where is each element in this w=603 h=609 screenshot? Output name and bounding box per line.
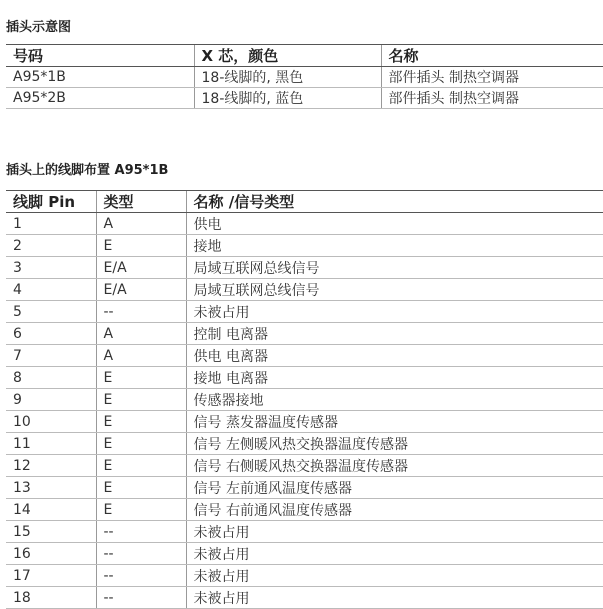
table-row	[6, 411, 603, 433]
pin-number: 6	[6, 323, 96, 345]
column-header: 号码	[6, 45, 194, 67]
table-row	[6, 67, 603, 88]
table-row	[6, 587, 603, 609]
pin-type: A	[96, 323, 186, 345]
pin-type: E	[96, 499, 186, 521]
pin-number: 5	[6, 301, 96, 323]
connector-table	[6, 44, 603, 109]
pin-type: E	[96, 433, 186, 455]
connector-table-header	[6, 45, 603, 67]
pin-number: 9	[6, 389, 96, 411]
table-row	[6, 213, 603, 235]
pin-number: 4	[6, 279, 96, 301]
table-row	[6, 301, 603, 323]
pin-signal-name: 供电 电离器	[186, 345, 603, 367]
table-row	[6, 565, 603, 587]
pin-number: 14	[6, 499, 96, 521]
pin-signal-name: 接地 电离器	[186, 367, 603, 389]
pin-number: 13	[6, 477, 96, 499]
table-row	[6, 235, 603, 257]
pin-table-header	[6, 191, 603, 213]
pin-signal-name: 信号 右侧暖风热交换器温度传感器	[186, 455, 603, 477]
pin-number: 12	[6, 455, 96, 477]
pin-signal-name: 传感器接地	[186, 389, 603, 411]
column-header: 类型	[96, 191, 186, 213]
table-row	[6, 477, 603, 499]
pin-signal-name: 局域互联网总线信号	[186, 257, 603, 279]
pin-number: 3	[6, 257, 96, 279]
pin-type: --	[96, 543, 186, 565]
pin-type: E	[96, 367, 186, 389]
pin-type: --	[96, 521, 186, 543]
pin-number: 18	[6, 587, 96, 609]
pin-number: 2	[6, 235, 96, 257]
pin-type: E	[96, 455, 186, 477]
pin-signal-name: 控制 电离器	[186, 323, 603, 345]
pin-signal-name: 供电	[186, 213, 603, 235]
pin-type: E	[96, 477, 186, 499]
pin-assignment-table	[6, 190, 603, 609]
column-header: 线脚 Pin	[6, 191, 96, 213]
pin-signal-name: 信号 右前通风温度传感器	[186, 499, 603, 521]
connector-name: 部件插头 制热空调器	[381, 67, 603, 88]
table-row	[6, 433, 603, 455]
pin-number: 10	[6, 411, 96, 433]
table-row	[6, 323, 603, 345]
table-row	[6, 345, 603, 367]
table-row	[6, 521, 603, 543]
pin-signal-name: 信号 蒸发器温度传感器	[186, 411, 603, 433]
pin-signal-name: 信号 左侧暖风热交换器温度传感器	[186, 433, 603, 455]
column-header: 名称	[381, 45, 603, 67]
pin-number: 16	[6, 543, 96, 565]
pin-signal-name: 未被占用	[186, 543, 603, 565]
pin-signal-name: 未被占用	[186, 587, 603, 609]
connector-number: A95*2B	[6, 88, 194, 109]
table-row	[6, 257, 603, 279]
pin-signal-name: 接地	[186, 235, 603, 257]
pin-type: E	[96, 411, 186, 433]
pin-signal-name: 信号 左前通风温度传感器	[186, 477, 603, 499]
pin-number: 11	[6, 433, 96, 455]
pin-number: 15	[6, 521, 96, 543]
section-heading-connector-diagram: 插头示意图	[6, 20, 72, 35]
pin-type: E/A	[96, 257, 186, 279]
column-header: 名称 /信号类型	[186, 191, 603, 213]
pin-type: E	[96, 235, 186, 257]
pin-number: 8	[6, 367, 96, 389]
connector-pins-color: 18-线脚的, 蓝色	[194, 88, 381, 109]
table-row	[6, 88, 603, 109]
pin-type: A	[96, 213, 186, 235]
pin-signal-name: 未被占用	[186, 301, 603, 323]
pin-signal-name: 未被占用	[186, 565, 603, 587]
table-row	[6, 279, 603, 301]
pin-signal-name: 未被占用	[186, 521, 603, 543]
pin-type: --	[96, 565, 186, 587]
table-row	[6, 499, 603, 521]
pin-type: --	[96, 587, 186, 609]
column-header: X 芯，颜色	[194, 45, 381, 67]
previous-section-heading	[6, 0, 76, 2]
table-row	[6, 455, 603, 477]
pin-type: E/A	[96, 279, 186, 301]
connector-name: 部件插头 制热空调器	[381, 88, 603, 109]
connector-pins-color: 18-线脚的, 黑色	[194, 67, 381, 88]
pin-type: A	[96, 345, 186, 367]
pin-number: 17	[6, 565, 96, 587]
pin-number: 7	[6, 345, 96, 367]
pin-signal-name: 局域互联网总线信号	[186, 279, 603, 301]
section-heading-pin-assignment: 插头上的线脚布置 A95*1B	[6, 163, 169, 178]
pin-type: --	[96, 301, 186, 323]
table-row	[6, 543, 603, 565]
connector-number: A95*1B	[6, 67, 194, 88]
table-row	[6, 367, 603, 389]
pin-number: 1	[6, 213, 96, 235]
table-row	[6, 389, 603, 411]
pin-type: E	[96, 389, 186, 411]
